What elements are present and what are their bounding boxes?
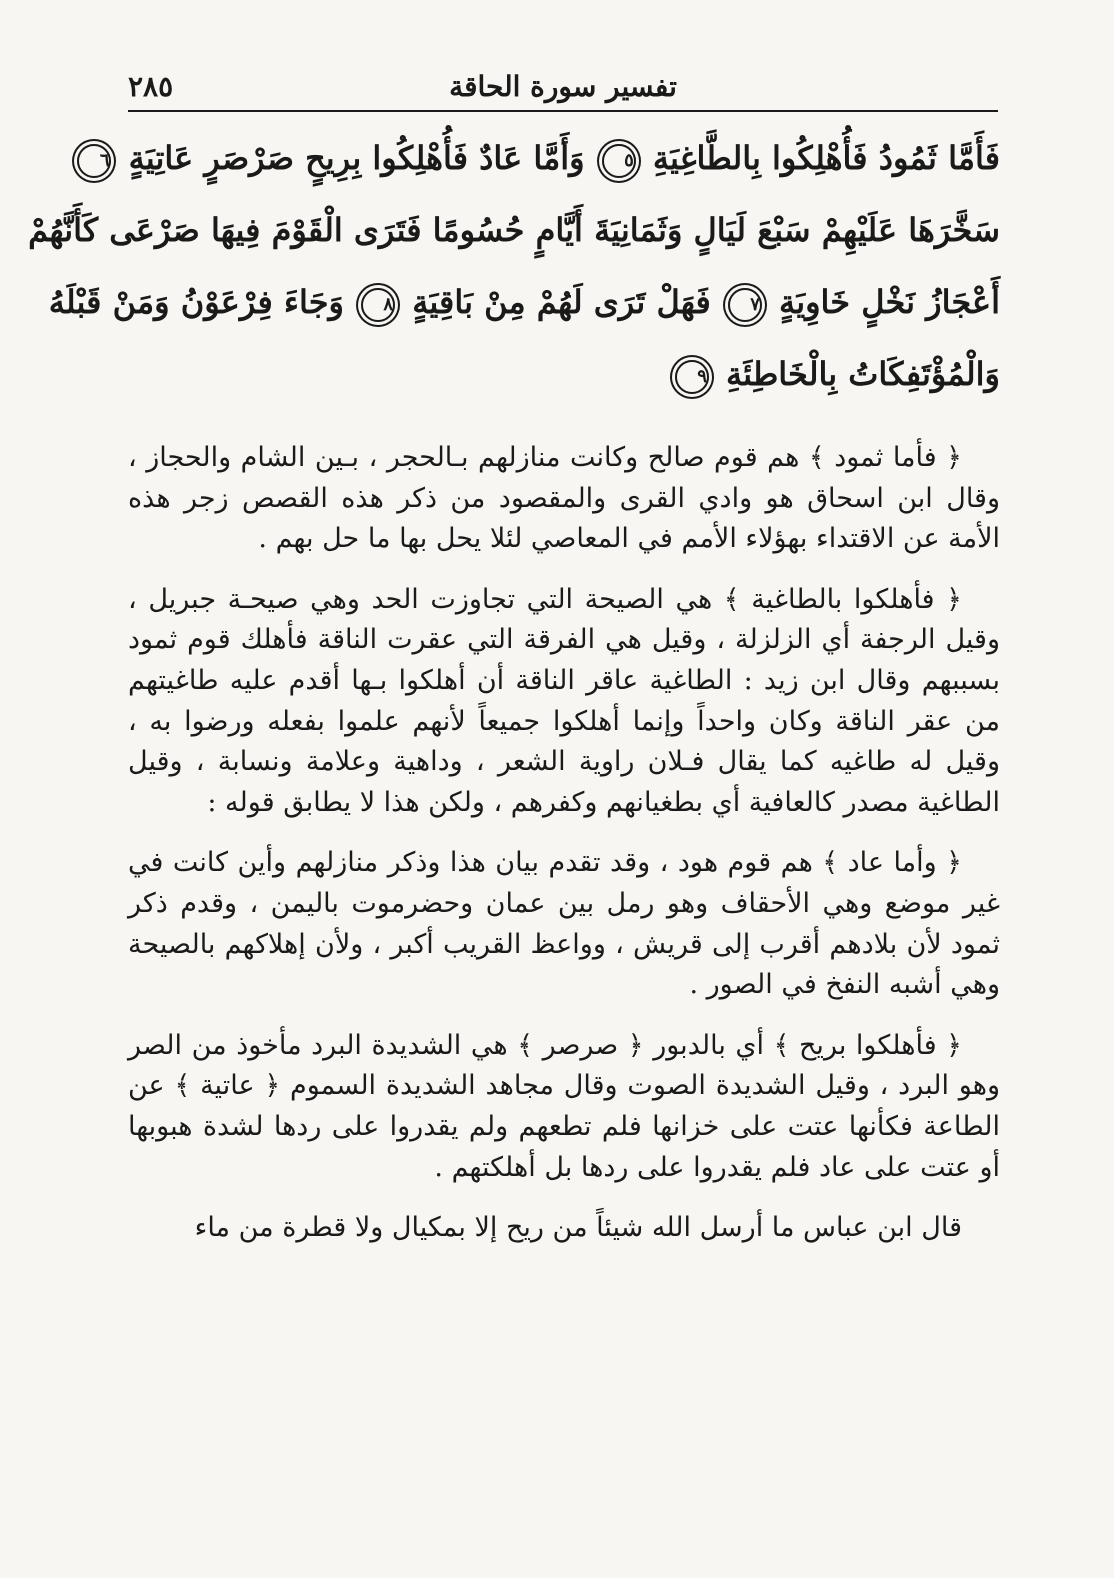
verse-number-marker: ٥ [602,144,636,178]
page-number: ٢٨٥ [128,70,174,103]
quran-verses [28,122,1000,410]
verse-number-marker: ٧ [728,288,762,322]
verse-text: أَعْجَازُ نَخْلٍ خَاوِيَةٍ [779,283,1000,321]
verse-text: وَجَاءَ فِرْعَوْنُ وَمَنْ قَبْلَهُ [48,283,344,321]
verse-text: سَخَّرَهَا عَلَيْهِمْ سَبْعَ لَيَالٍ وَثَمَانِيَةَ أَيَّامٍ حُسُومًا فَتَرَى الْقَوْمَ فِيهَا صَرْعَى كَأَنَّهُمْ [28,211,1000,249]
paragraph-text: ﴿ فأهلكوا بريح ﴾ أي بالدبور ﴿ صرصر ﴾ هي الشديدة البرد مأخوذ من الصر وهو البرد ، وقيل الشديدة الصوت وقال مجاهد الشديدة السموم ﴿ عاتية ﴾ عن الطاعة فكأنها عتت على خزانها فلم تطعهم ولم يقدروا على ردها لشدة هبوبها أو عتت على عاد فلم يقدروا على ردها بل أهلكتهم . [128,1029,1000,1183]
commentary-body [128,438,1000,1249]
commentary-paragraph [128,438,1000,560]
verse-line-3 [48,266,1000,338]
paragraph-text: قال ابن عباس ما أرسل الله شيئاً من ريح إلا بمكيال ولا قطرة من ماء [194,1212,962,1244]
paragraph-text: ﴿ فأهلكوا بالطاغية ﴾ هي الصيحة التي تجاوزت الحد وهي صيحـة جبريل ، وقيل الرجفة أي الزلزلة ، وقيل هي الفرقة التي عقرت الناقة فأهلك قوم ثمود بسببهم وقال ابن زيد : الطاغية عاقر الناقة أن أهلكوا بـها أقدم عليه طاغيتهم من عقر الناقة وكان واحداً وإنما أهلكوا جميعاً لأنهم علموا بفعله ورضوا به ، وقيل له طاغيه كما يقال فـلان راوية الشعر ، وداهية وعلامة ونسابة ، وقيل الطاغية مصدر كالعافية أي بطغيانهم وكفرهم ، ولكن هذا لا يطابق قوله : [128,583,1000,818]
verse-line-4 [128,338,1000,410]
verse-number-marker: ٦ [77,144,111,178]
page-title: تفسير سورة الحاقة [449,70,677,103]
verse-number-marker: ٩ [675,360,709,394]
paragraph-text: ﴿ فأما ثمود ﴾ هم قوم صالح وكانت منازلهم بـالحجر ، بـين الشام والحجاز ، وقال ابن اسحاق هو وادي القرى والمقصود من ذكر هذه القصص زجر هذه الأمة عن الاقتداء بهؤلاء الأمم في المعاصي لئلا يحل بها ما حل بهم . [128,442,1000,555]
commentary-paragraph [128,843,1000,1005]
running-header [128,68,998,108]
paragraph-text: ﴿ وأما عاد ﴾ هم قوم هود ، وقد تقدم بيان هذا وذكر منازلهم وأين كانت في غير موضع وهي الأحقاف وهو رمل بين عمان وحضرموت باليمن ، وقدم ذكر ثمود لأن بلادهم أقرب إلى قريش ، وواعظ القريب أكبر ، ولأن إهلاكهم بالصيحة وهي أشبه النفخ في الصور . [128,847,1000,1001]
verse-text: فَهَلْ تَرَى لَهُمْ مِنْ بَاقِيَةٍ [412,283,711,321]
commentary-paragraph [128,580,1000,824]
commentary-paragraph [128,1026,1000,1188]
header-rule [128,110,998,112]
verse-number-marker: ٨ [361,288,395,322]
verse-text: فَأَمَّا ثَمُودُ فَأُهْلِكُوا بِالطَّاغِيَةِ [652,139,1000,177]
verse-text: وَأَمَّا عَادٌ فَأُهْلِكُوا بِرِيحٍ صَرْصَرٍ عَاتِيَةٍ [128,139,585,177]
verse-line-1 [99,122,1000,194]
verse-text: وَالْمُؤْتَفِكَاتُ بِالْخَاطِئَةِ [726,355,1000,393]
commentary-paragraph [128,1208,1000,1249]
verse-line-2 [28,194,1000,266]
